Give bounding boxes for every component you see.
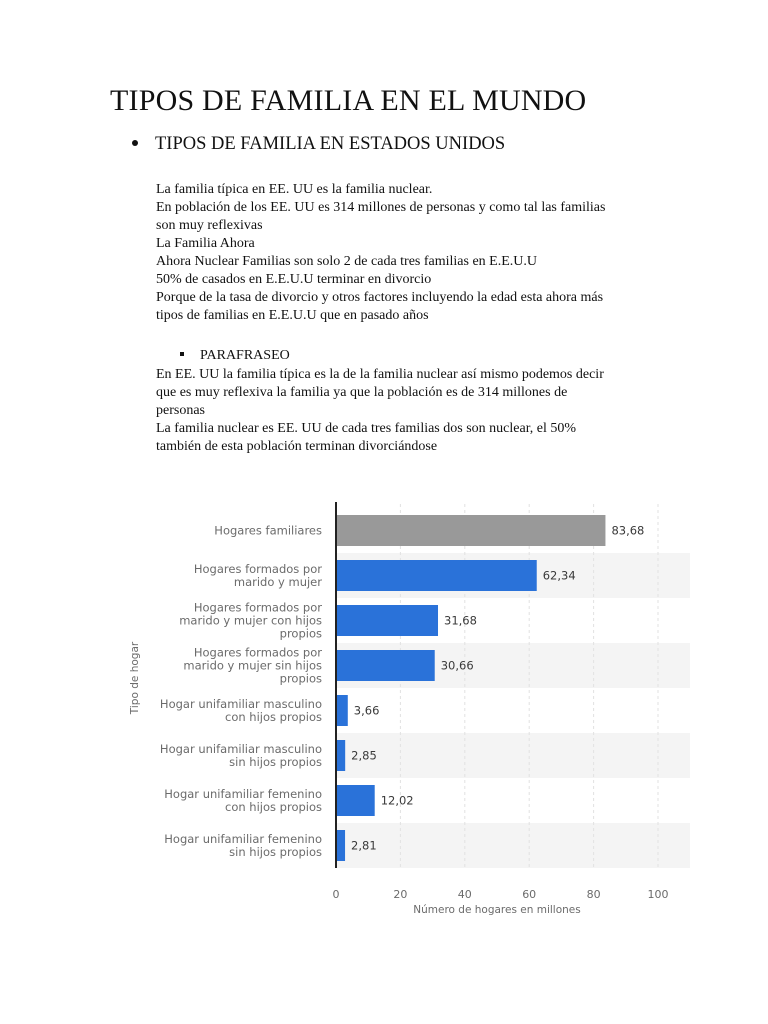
- bar: [336, 830, 345, 861]
- bar: [336, 605, 438, 636]
- bar: [336, 650, 435, 681]
- row-band: [336, 733, 690, 778]
- paragraph-line: 50% de casados en E.E.U.U terminar en divorcio: [156, 272, 432, 287]
- bar-value-label: 31,68: [444, 613, 477, 628]
- y-axis-title: Tipo de hogar: [129, 641, 141, 715]
- bar: [336, 695, 348, 726]
- paragraph-line: tipos de familias en E.E.U.U que en pasado años: [156, 308, 429, 323]
- paragraph-line: Ahora Nuclear Familias son solo 2 de cada tres familias en E.E.U.U: [156, 254, 538, 269]
- category-label: Hogares formados por: [193, 645, 322, 660]
- paragraph-line: La familia nuclear es EE. UU de cada tres familias dos son nuclear, el 50%: [156, 421, 577, 436]
- category-label: Hogares formados por: [193, 562, 322, 576]
- category-label: sin hijos propios: [229, 755, 322, 769]
- category-label: marido y mujer: [233, 575, 322, 589]
- paragraph-line: La Familia Ahora: [156, 236, 255, 251]
- category-label: Hogar unifamiliar femenino: [164, 832, 322, 846]
- x-tick-label: 40: [457, 888, 472, 901]
- bar: [336, 740, 345, 771]
- category-label: marido y mujer sin hijos: [183, 658, 322, 673]
- paragraph-line: que es muy reflexiva la familia ya que la población es de 314 millones de: [156, 385, 568, 400]
- paragraph-line: personas: [156, 403, 205, 418]
- x-axis-title: Número de hogares en millones: [413, 904, 581, 916]
- subtitle-text: TIPOS DE FAMILIA EN ESTADOS UNIDOS: [155, 134, 506, 154]
- category-label: Hogar unifamiliar masculino: [159, 742, 322, 756]
- bar-chart-svg: [120, 478, 690, 916]
- paragraph-paraphrase: [156, 366, 676, 456]
- bar: [336, 785, 375, 816]
- category-label: con hijos propios: [225, 800, 322, 814]
- bar-value-label: 83,68: [611, 523, 645, 538]
- paragraph-line: Porque de la tasa de divorcio y otros factores incluyendo la edad esta ahora más: [156, 290, 604, 305]
- row-band: [336, 823, 690, 868]
- paragraph-line: La familia típica en EE. UU es la familia nuclear.: [156, 182, 433, 197]
- household-types-chart: [120, 478, 690, 916]
- category-label: Hogares formados por: [193, 600, 322, 615]
- bar-value-label: 12,02: [380, 793, 414, 808]
- paragraph-line: En población de los EE. UU es 314 millones de personas y como tal las familias: [156, 200, 606, 215]
- x-tick-label: 20: [393, 888, 408, 901]
- paragraph-original: [156, 181, 676, 325]
- paragraph-line: son muy reflexivas: [156, 218, 263, 233]
- bar-value-label: 2,81: [351, 838, 377, 853]
- category-label: Hogar unifamiliar femenino: [164, 787, 322, 801]
- category-label: Hogar unifamiliar masculino: [159, 697, 322, 711]
- paragraph-line: también de esta población terminan divorciándose: [156, 439, 438, 454]
- x-tick-label: 60: [522, 888, 537, 901]
- category-label: con hijos propios: [225, 710, 322, 724]
- bullet-icon: [132, 140, 138, 146]
- x-tick-label: 80: [586, 888, 601, 901]
- bar-value-label: 2,85: [351, 748, 377, 763]
- category-label: propios: [279, 671, 322, 686]
- paragraph-line: En EE. UU la familia típica es la de la familia nuclear así mismo podemos decir: [156, 367, 604, 382]
- category-label: Hogares familiares: [214, 523, 322, 538]
- x-tick-label: 100: [647, 888, 669, 901]
- bar: [336, 515, 605, 546]
- subheading-bullet-item: [180, 348, 290, 364]
- bar-value-label: 30,66: [440, 658, 474, 673]
- category-label: marido y mujer con hijos: [179, 613, 322, 628]
- square-bullet-icon: [180, 352, 184, 356]
- subtitle-bullet-item: [132, 134, 505, 155]
- bar-value-label: 3,66: [353, 703, 380, 718]
- subheading-text: PARAFRASEO: [200, 348, 290, 363]
- x-tick-label: 0: [332, 888, 340, 901]
- bar: [336, 560, 537, 591]
- category-label: propios: [279, 626, 322, 641]
- bar-value-label: 62,34: [542, 568, 576, 583]
- document-title: TIPOS DE FAMILIA EN EL MUNDO: [110, 84, 587, 117]
- category-label: sin hijos propios: [229, 845, 322, 859]
